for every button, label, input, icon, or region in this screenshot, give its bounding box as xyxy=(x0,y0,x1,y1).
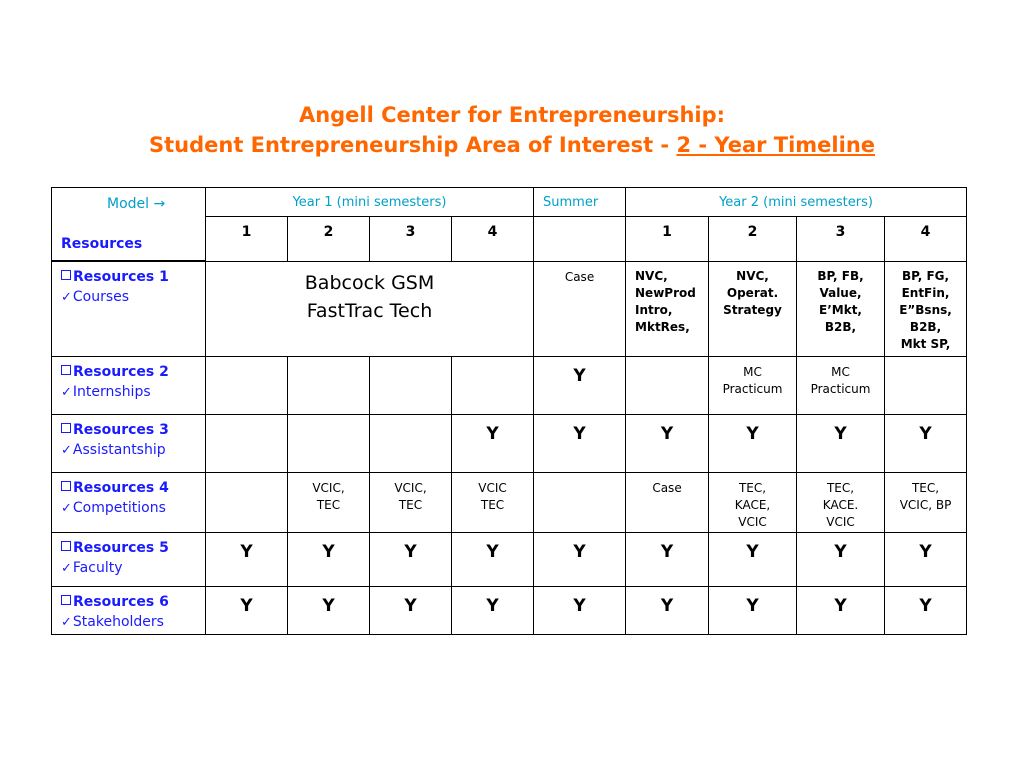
cell-line: EntFin, xyxy=(901,285,950,300)
table-cell: Y xyxy=(452,414,534,472)
table-cell: Y xyxy=(288,586,370,634)
table-cell: Y xyxy=(206,532,288,586)
table-cell: TEC, KACE. VCIC xyxy=(797,472,885,532)
table-cell: TEC, VCIC, BP xyxy=(885,472,967,532)
row-header xyxy=(52,586,206,634)
table-cell: TEC, KACE, VCIC xyxy=(709,472,797,532)
cell-line: Strategy xyxy=(723,302,782,317)
row-header xyxy=(52,261,206,356)
table-cell: MC Practicum xyxy=(709,356,797,414)
table-cell xyxy=(370,356,452,414)
table-cell: Y xyxy=(206,586,288,634)
row-header xyxy=(52,356,206,414)
table-cell: Y xyxy=(797,414,885,472)
row-label: Resources 6 xyxy=(73,593,169,610)
table-cell xyxy=(797,261,885,356)
table-cell xyxy=(452,356,534,414)
cell-line: BP, FG, xyxy=(901,268,950,283)
checkbox-square-icon xyxy=(61,541,71,551)
page-title xyxy=(0,100,1024,160)
row-sublabel: Courses xyxy=(72,289,130,305)
table-cell: Y xyxy=(534,414,626,472)
row-header xyxy=(52,414,206,472)
checkmark-icon: ✓ xyxy=(61,500,72,516)
model-label: Model → xyxy=(107,196,166,212)
table-cell xyxy=(885,356,967,414)
table-cell: Y xyxy=(370,586,452,634)
rows-body xyxy=(52,356,967,634)
table-row xyxy=(52,472,967,532)
checkbox-square-icon xyxy=(61,270,71,280)
y2-col-2: 2 xyxy=(709,216,797,261)
summer-header: Summer xyxy=(534,188,626,217)
row-label: Resources 3 xyxy=(73,421,169,438)
timeline-table xyxy=(51,187,967,635)
table-cell: Y xyxy=(626,586,709,634)
title-line-2-prefix: Student Entrepreneurship Area of Interest - xyxy=(148,133,677,157)
table-cell: Y xyxy=(288,532,370,586)
row-label: Resources 2 xyxy=(73,363,169,380)
table-cell xyxy=(534,472,626,532)
cell-line: Babcock GSM xyxy=(304,271,435,294)
year1-header: Year 1 (mini semesters) xyxy=(206,188,534,217)
table-row xyxy=(52,586,967,634)
title-line-2 xyxy=(0,130,1024,160)
table-cell: Y xyxy=(626,414,709,472)
table-cell: Y xyxy=(626,532,709,586)
table-cell: Y xyxy=(452,532,534,586)
y1-col-1: 1 xyxy=(206,216,288,261)
table-cell: Y xyxy=(709,586,797,634)
table-cell: Y xyxy=(534,356,626,414)
row-sublabel: Stakeholders xyxy=(72,613,164,630)
table-cell: VCIC, TEC xyxy=(288,472,370,532)
table-cell xyxy=(626,261,709,356)
cell-line: B2B, xyxy=(909,319,942,334)
table-row xyxy=(52,532,967,586)
row-sublabel: Assistantship xyxy=(72,441,166,458)
row-label: Resources 1 xyxy=(73,269,169,285)
table-cell: Y xyxy=(885,532,967,586)
table-cell xyxy=(626,356,709,414)
checkmark-icon: ✓ xyxy=(61,442,72,458)
table-cell: Y xyxy=(370,532,452,586)
y2-col-3: 3 xyxy=(797,216,885,261)
table-cell: VCIC TEC xyxy=(452,472,534,532)
table-cell: MC Practicum xyxy=(797,356,885,414)
row-header xyxy=(52,532,206,586)
cell-line: E”Bsns, xyxy=(899,302,952,317)
table-cell xyxy=(288,414,370,472)
cell-line: NVC, xyxy=(635,268,668,283)
table-cell xyxy=(206,472,288,532)
cell-line: B2B, xyxy=(824,319,857,334)
row-label: Resources 5 xyxy=(73,539,169,556)
row-sublabel: Competitions xyxy=(72,499,166,516)
table-cell xyxy=(288,356,370,414)
cell-line: Intro, xyxy=(635,302,673,317)
row-sublabel: Internships xyxy=(72,383,151,400)
checkbox-square-icon xyxy=(61,423,71,433)
table-cell xyxy=(206,414,288,472)
checkmark-icon: ✓ xyxy=(61,384,72,400)
row-header xyxy=(52,472,206,532)
table-cell: Y xyxy=(709,414,797,472)
cell-line: E’Mkt, xyxy=(819,302,862,317)
checkmark-icon: ✓ xyxy=(61,614,72,630)
y2-col-4: 4 xyxy=(885,216,967,261)
resources-label: Resources xyxy=(61,236,143,252)
cell-line: MktRes, xyxy=(635,319,690,334)
cell-line: BP, FB, xyxy=(817,268,864,283)
cell-line: FastTrac Tech xyxy=(306,299,433,322)
table-cell: Y xyxy=(534,532,626,586)
y2-col-1: 1 xyxy=(626,216,709,261)
table-cell: Case xyxy=(534,261,626,356)
title-line-1: Angell Center for Entrepreneurship: xyxy=(298,103,726,127)
table-cell: Y xyxy=(797,586,885,634)
table-cell: VCIC, TEC xyxy=(370,472,452,532)
cell-line: Operat. xyxy=(726,285,779,300)
row-sublabel: Faculty xyxy=(72,559,123,576)
table-row xyxy=(52,414,967,472)
cell-line: NVC, xyxy=(736,268,769,283)
checkmark-icon: ✓ xyxy=(61,560,72,576)
cell-line: Mkt SP, xyxy=(900,336,951,351)
summer-col xyxy=(534,216,626,261)
table-cell xyxy=(709,261,797,356)
cell-line: NewProd xyxy=(635,285,696,300)
table-cell: Case xyxy=(626,472,709,532)
table-row xyxy=(52,356,967,414)
row-label: Resources 4 xyxy=(73,479,169,496)
cell-line: Value, xyxy=(819,285,862,300)
table-cell: Y xyxy=(885,414,967,472)
table-cell: Y xyxy=(885,586,967,634)
year2-header: Year 2 (mini semesters) xyxy=(626,188,967,217)
y1-col-2: 2 xyxy=(288,216,370,261)
checkmark-icon: ✓ xyxy=(61,290,72,305)
y1-col-3: 3 xyxy=(370,216,452,261)
table-cell xyxy=(206,356,288,414)
table-row xyxy=(52,261,967,356)
checkbox-square-icon xyxy=(61,481,71,491)
table-cell xyxy=(885,261,967,356)
table-cell: Y xyxy=(534,586,626,634)
table-cell: Y xyxy=(452,586,534,634)
table-cell: Y xyxy=(797,532,885,586)
merged-year1-cell xyxy=(206,261,534,356)
checkbox-square-icon xyxy=(61,595,71,605)
checkbox-square-icon xyxy=(61,365,71,375)
y1-col-4: 4 xyxy=(452,216,534,261)
table-cell xyxy=(370,414,452,472)
title-line-2-underlined: 2 - Year Timeline xyxy=(676,133,876,157)
table-cell: Y xyxy=(709,532,797,586)
corner-header-cell xyxy=(52,188,206,262)
